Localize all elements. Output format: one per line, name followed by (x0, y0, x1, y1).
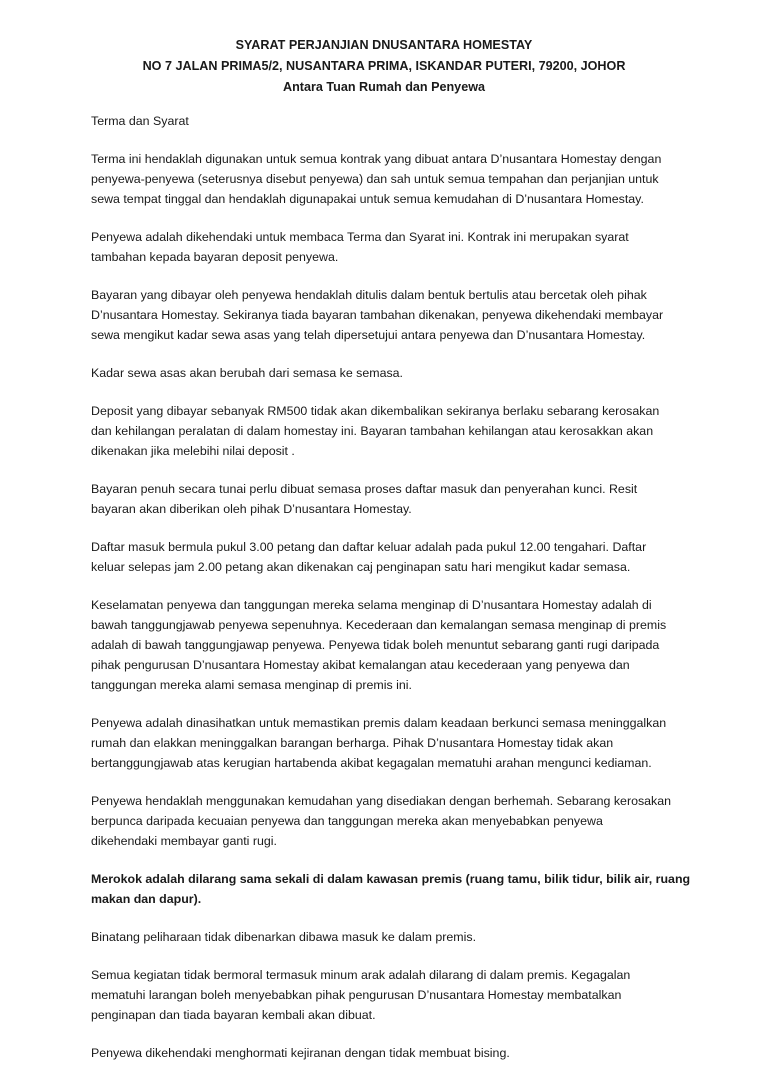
paragraph (91, 713, 691, 773)
paragraph (91, 479, 691, 519)
paragraph-line: Daftar masuk bermula pukul 3.00 petang dan daftar keluar adalah pada pukul 12.00 tengahari. Daftar (91, 540, 647, 554)
paragraph-line: adalah di bawah tanggungjawap penyewa. Penyewa tidak boleh menuntut sebarang ganti rugi daripada (91, 638, 660, 652)
paragraph-line: bertanggungjawab atas kerugian hartabenda akibat kegagalan mematuhi arahan mengunci kediaman. (91, 756, 652, 770)
paragraph-line: Bayaran yang dibayar oleh penyewa hendaklah ditulis dalam bentuk bertulis atau bercetak oleh pihak (91, 288, 647, 302)
section-title: Terma dan Syarat (91, 114, 189, 128)
paragraph-line: dan kehilangan peralatan di dalam homestay ini. Bayaran tambahan kehilangan atau kerosakkan akan (91, 424, 654, 438)
paragraph-line: Semua kegiatan tidak bermoral termasuk minum arak adalah dilarang di dalam premis. Kegagalan (91, 968, 631, 982)
paragraph-line: Penyewa adalah dikehendaki untuk membaca Terma dan Syarat ini. Kontrak ini merupakan syarat (91, 230, 629, 244)
paragraph-line: bayaran akan diberikan oleh pihak D’nusantara Homestay. (91, 502, 412, 516)
paragraph-line: berpunca daripada kecuaian penyewa dan tanggungan mereka akan menyebabkan penyewa (91, 814, 603, 828)
paragraph-line: sewa tempat tinggal dan hendaklah digunapakai untuk semua kemudahan di D’nusantara Homestay. (91, 192, 644, 206)
paragraph-line: Penyewa adalah dinasihatkan untuk memastikan premis dalam keadaan berkunci semasa meninggalkan (91, 716, 667, 730)
paragraph-line: tanggungan mereka alami semasa menginap di premis ini. (91, 678, 412, 692)
paragraph-line: bawah tanggungjawab penyewa sepenuhnya. Kecederaan dan kemalangan semasa menginap di premis (91, 618, 667, 632)
paragraph-line: Merokok adalah dilarang sama sekali di dalam kawasan premis (ruang tamu, bilik tidur, bilik air, ruang (91, 872, 691, 886)
paragraph-line: dikehendaki membayar ganti rugi. (91, 834, 277, 848)
paragraph (91, 537, 691, 577)
document-title: SYARAT PERJANJIAN DNUSANTARA HOMESTAY (235, 38, 533, 52)
paragraph-line: D’nusantara Homestay. Sekiranya tiada bayaran tambahan dikenakan, penyewa dikehendaki membayar (91, 308, 664, 322)
paragraph-line: Binatang peliharaan tidak dibenarkan dibawa masuk ke dalam premis. (91, 930, 477, 944)
paragraph (91, 285, 691, 345)
paragraph-line: Penyewa dikehendaki menghormati kejiranan dengan tidak membuat bising. (91, 1046, 510, 1060)
paragraph-line: penginapan dan tiada bayaran kembali akan dibuat. (91, 1008, 376, 1022)
paragraph-line: makan dan dapur). (91, 892, 202, 906)
paragraph-list (91, 149, 691, 1063)
paragraph-line: pihak pengurusan D’nusantara Homestay akibat kemalangan atau kecederaan yang penyewa dan (91, 658, 630, 672)
paragraph-line: Kadar sewa asas akan berubah dari semasa ke semasa. (91, 366, 404, 380)
paragraph (91, 965, 691, 1025)
paragraph-line: Deposit yang dibayar sebanyak RM500 tidak akan dikembalikan sekiranya berlaku sebarang kerosakan (91, 404, 660, 418)
paragraph (91, 227, 691, 267)
paragraph (91, 869, 691, 909)
paragraph-line: tambahan kepada bayaran deposit penyewa. (91, 250, 339, 264)
paragraph-line: keluar selepas jam 2.00 petang akan dikenakan caj penginapan satu hari mengikut kadar semasa. (91, 560, 631, 574)
paragraph-line: Penyewa hendaklah menggunakan kemudahan yang disediakan dengan berhemah. Sebarang kerosakan (91, 794, 672, 808)
paragraph-line: Bayaran penuh secara tunai perlu dibuat semasa proses daftar masuk dan penyerahan kunci. Resit (91, 482, 638, 496)
paragraph-line: sewa mengikut kadar sewa asas yang telah dipersetujui antara penyewa dan D’nusantara Homestay. (91, 328, 646, 342)
document-address: NO 7 JALAN PRIMA5/2, NUSANTARA PRIMA, ISKANDAR PUTERI, 79200, JOHOR (142, 59, 626, 73)
paragraph (91, 791, 691, 851)
paragraph-line: rumah dan elakkan meninggalkan barangan berharga. Pihak D’nusantara Homestay tidak akan (91, 736, 614, 750)
paragraph (91, 149, 691, 209)
paragraph-line: dikenakan jika melebihi nilai deposit . (91, 444, 295, 458)
paragraph (91, 927, 691, 947)
paragraph (91, 1043, 691, 1063)
document-body (91, 111, 691, 1081)
paragraph (91, 363, 691, 383)
paragraph-line: penyewa-penyewa (seterusnya disebut penyewa) dan sah untuk semua tempahan dan perjanjian untuk (91, 172, 659, 186)
document-parties: Antara Tuan Rumah dan Penyewa (282, 80, 485, 94)
paragraph-line: Keselamatan penyewa dan tanggungan mereka selama menginap di D’nusantara Homestay adalah di (91, 598, 652, 612)
paragraph (91, 401, 691, 461)
paragraph-line: mematuhi larangan boleh menyebabkan pihak pengurusan D’nusantara Homestay membatalkan (91, 988, 622, 1002)
document-header (0, 35, 768, 98)
paragraph (91, 595, 691, 695)
paragraph-line: Terma ini hendaklah digunakan untuk semua kontrak yang dibuat antara D’nusantara Homestay dengan (91, 152, 662, 166)
